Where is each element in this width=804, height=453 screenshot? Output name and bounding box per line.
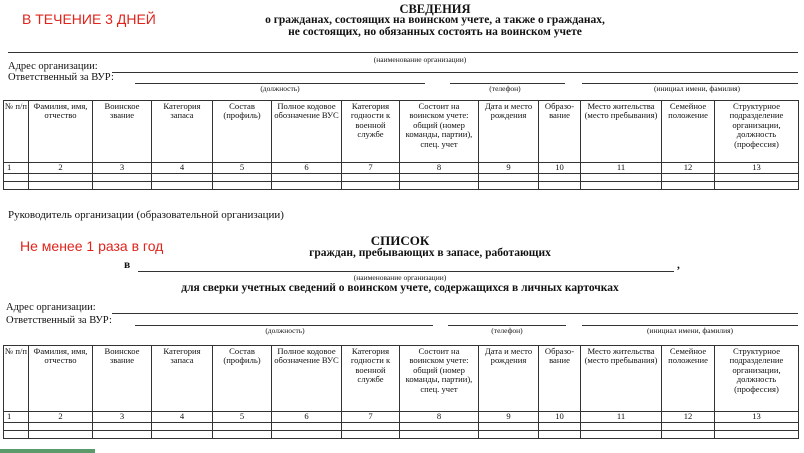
form1-title: СВЕДЕНИЯ (399, 2, 471, 16)
form1-table (3, 100, 799, 190)
number-cell: 10 (539, 163, 581, 174)
header-cell: Состав (профиль) (213, 101, 272, 163)
form2-table (3, 345, 799, 439)
header-cell: Структурное подразделение организации, должность (профессия) (715, 346, 799, 412)
form2-address-label: Адрес организации: (6, 302, 96, 313)
number-cell: 6 (272, 163, 342, 174)
form2-empty-row (4, 423, 799, 431)
number-cell: 5 (213, 163, 272, 174)
number-cell: 11 (581, 412, 662, 423)
form1-phone-caption: (телефон) (489, 84, 521, 93)
form2-org-line (138, 271, 674, 272)
header-cell: Семейное положение (662, 346, 715, 412)
header-cell: Образо-вание (539, 346, 581, 412)
header-cell: Воинское звание (93, 346, 152, 412)
header-cell: Категория запаса (152, 101, 213, 163)
number-cell: 13 (715, 163, 799, 174)
form1-address-line (112, 72, 798, 73)
number-cell: 2 (29, 163, 93, 174)
form2-org-caption: (наименование организации) (353, 273, 447, 282)
form2-empty-row (4, 431, 799, 439)
mid-note: Не менее 1 раза в год (20, 238, 164, 254)
header-cell: Состоит на воинском учете: общий (номер команды, партии), спец. учет (400, 346, 479, 412)
number-cell: 3 (93, 412, 152, 423)
number-cell: 4 (152, 412, 213, 423)
form2-number-row (4, 412, 799, 423)
header-cell: Фамилия, имя, отчество (29, 101, 93, 163)
header-cell: Место жительства (место пребывания) (581, 346, 662, 412)
number-cell: 11 (581, 163, 662, 174)
header-cell: Дата и место рождения (479, 101, 539, 163)
header-cell: Место жительства (место пребывания) (581, 101, 662, 163)
form1-subtitle-1: о гражданах, состоящих на воинском учете, а также о гражданах, (265, 14, 605, 26)
form2-title: СПИСОК (370, 233, 430, 248)
number-cell: 8 (400, 163, 479, 174)
form1-responsible-label: Ответственный за ВУР: (8, 72, 114, 83)
form1-position-caption: (должность) (260, 84, 300, 93)
number-cell: 1 (4, 412, 29, 423)
form2-name-caption: (инициал имени, фамилия) (646, 326, 734, 335)
header-cell: Структурное подразделение организации, должность (профессия) (715, 101, 799, 163)
form2-address-line (112, 313, 798, 314)
top-note: В ТЕЧЕНИЕ 3 ДНЕЙ (22, 11, 156, 27)
number-cell: 1 (4, 163, 29, 174)
header-cell: Категория годности к военной службе (342, 101, 400, 163)
number-cell: 4 (152, 163, 213, 174)
form2-position-caption: (должность) (265, 326, 305, 335)
form2-subtitle-1: граждан, пребывающих в запасе, работающих (309, 247, 551, 259)
form2-in-suffix: , (677, 259, 680, 271)
form1-subtitle-2: не состоящих, но обязанных состоять на воинском учете (288, 26, 582, 38)
header-cell: Категория запаса (152, 346, 213, 412)
form2-phone-caption: (телефон) (491, 326, 523, 335)
number-cell: 7 (342, 412, 400, 423)
header-cell: Семейное положение (662, 101, 715, 163)
header-cell: № п/п (4, 346, 29, 412)
header-cell: Фамилия, имя, отчество (29, 346, 93, 412)
number-cell: 6 (272, 412, 342, 423)
header-cell: Полное кодовое обозначение ВУС (272, 101, 342, 163)
accent-bar (0, 449, 95, 453)
number-cell: 9 (479, 412, 539, 423)
number-cell: 7 (342, 163, 400, 174)
form2-responsible-label: Ответственный за ВУР: (6, 315, 112, 326)
number-cell: 5 (213, 412, 272, 423)
number-cell: 12 (662, 163, 715, 174)
header-cell: Дата и место рождения (479, 346, 539, 412)
header-cell: Состоит на воинском учете: общий (номер команды, партии), спец. учет (400, 101, 479, 163)
form2-subtitle-2: для сверки учетных сведений о воинском учете, содержащихся в личных карточках (181, 282, 619, 294)
form1-header-row (4, 101, 799, 163)
form2-in-prefix: в (124, 259, 131, 271)
form1-footer: Руководитель организации (образовательной организации) (8, 209, 284, 221)
form1-number-row (4, 163, 799, 174)
number-cell: 9 (479, 163, 539, 174)
header-cell: Состав (профиль) (213, 346, 272, 412)
header-cell: Образо-вание (539, 101, 581, 163)
number-cell: 3 (93, 163, 152, 174)
header-cell: Категория годности к военной службе (342, 346, 400, 412)
number-cell: 13 (715, 412, 799, 423)
number-cell: 2 (29, 412, 93, 423)
number-cell: 10 (539, 412, 581, 423)
header-cell: Воинское звание (93, 101, 152, 163)
header-cell: № п/п (4, 101, 29, 163)
header-cell: Полное кодовое обозначение ВУС (272, 346, 342, 412)
form1-empty-row (4, 182, 799, 190)
form2-header-row (4, 346, 799, 412)
form1-name-caption: (инициал имени, фамилия) (653, 84, 741, 93)
form1-address-label: Адрес организации: (8, 61, 98, 72)
form1-org-line (8, 52, 798, 53)
form1-empty-row (4, 174, 799, 182)
form1-org-caption: (наименование организации) (373, 55, 467, 64)
number-cell: 8 (400, 412, 479, 423)
number-cell: 12 (662, 412, 715, 423)
